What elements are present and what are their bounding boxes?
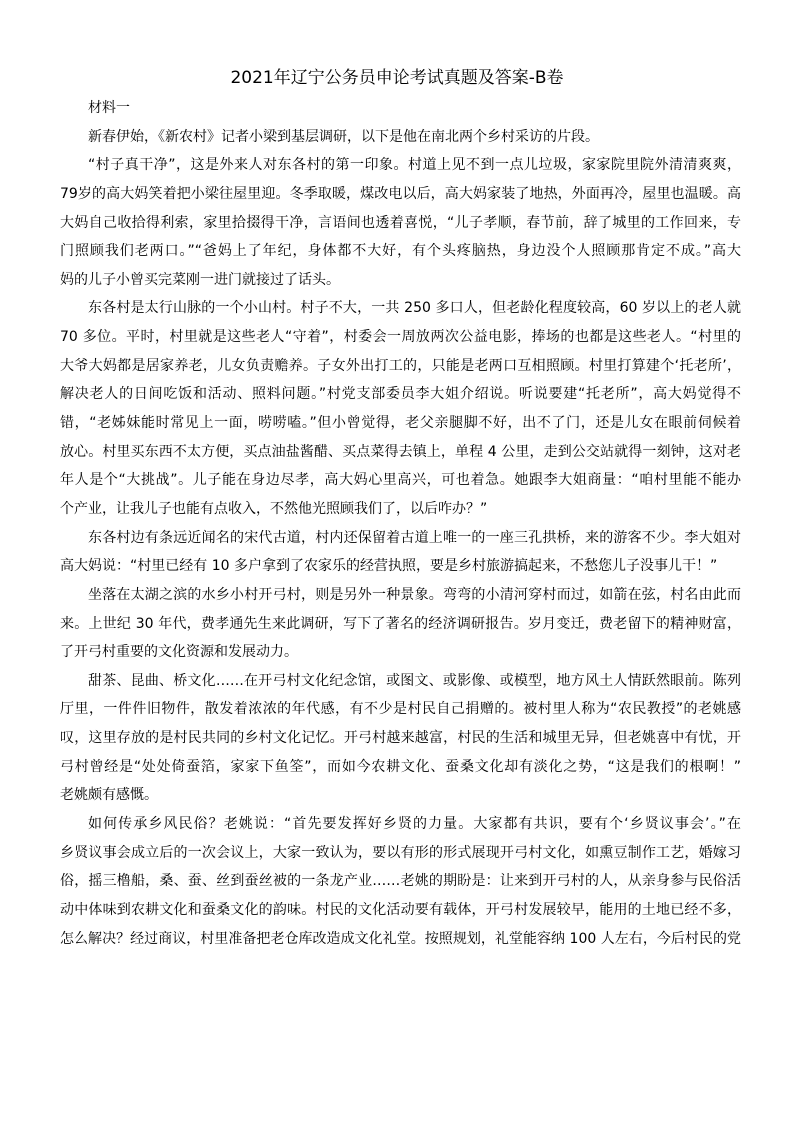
document-body — [60, 94, 741, 953]
text-line: 放心。村里买东西不太方便，买点油盐酱醋、买点菜得去镇上，单程 4 公里，走到公交站就得一刻钟，这对老 — [60, 443, 741, 460]
text-line: 大妈自己收拾得利索，家里拾掇得干净，言语间也透着喜悦，“儿子孝顺，春节前，辞了城里的工作回来，专 — [60, 214, 741, 231]
paragraph — [60, 581, 741, 667]
text-line: 来。上世纪 30 年代，费孝通先生来此调研，写下了著名的经济调研报告。岁月变迁，费老留下的精神财富， — [60, 615, 741, 632]
text-line: 厅里，一件件旧物件，散发着浓浓的年代感，有不少是村民自己捐赠的。被村里人称为“农民教授”的老姚感 — [60, 701, 741, 718]
text-line: 材料一 — [88, 100, 130, 116]
text-line: 甜茶、昆曲、桥文化……在开弓村文化纪念馆，或图文、或影像、或模型，地方风土人情跃然眼前。陈列 — [88, 672, 741, 689]
text-line: 如何传承乡风民俗？老姚说：“首先要发挥好乡贤的力量。大家都有共识，要有个‘乡贤议事会’。”在 — [88, 816, 741, 833]
text-line: 年人是个“大挑战”。儿子能在身边尽孝，高大妈心里高兴，可也着急。她跟李大姐商量：“咱村里能不能办 — [60, 472, 741, 489]
paragraph — [60, 667, 741, 810]
text-line: 弓村曾经是“处处倚蚕箔，家家下鱼筌”，而如今农耕文化、蚕桑文化却有淡化之势，“这是我们的根啊！” — [60, 758, 741, 775]
paragraph — [60, 810, 741, 953]
text-line: 坐落在太湖之滨的水乡小村开弓村，则是另外一种景象。弯弯的小清河穿村而过，如箭在弦，村名由此而 — [88, 586, 741, 603]
text-line: 老姚颇有感慨。 — [60, 787, 158, 804]
text-line: 乡贤议事会成立后的一次会议上，大家一致认为，要以有形的形式展现开弓村文化，如熏豆制作工艺，婚嫁习 — [60, 844, 741, 861]
text-line: 错，“老姊妹能时常见上一面，唠唠嗑。”但小曾觉得，老父亲腿脚不好，出不了门，还是儿女在眼前伺候着 — [60, 415, 741, 432]
text-line: 门照顾我们老两口。”“爸妈上了年纪，身体都不大好，有个头疼脑热，身边没个人照顾那肯定不成。”高大 — [60, 243, 741, 260]
paragraph — [60, 123, 741, 152]
document-title: 2021年辽宁公务员申论考试真题及答案-B卷 — [230, 68, 564, 88]
text-line: 东各村边有条远近闻名的宋代古道，村内还保留着古道上唯一的一座三孔拱桥，来的游客不少。李大姐对 — [88, 529, 741, 546]
text-line: 解决老人的日间吃饭和活动、照料问题。”村党支部委员李大姐介绍说。听说要建“托老所”，高大妈觉得不 — [60, 386, 741, 403]
text-line: 新春伊始，《新农村》记者小梁到基层调研，以下是他在南北两个乡村采访的片段。 — [88, 128, 599, 145]
paragraph — [60, 294, 741, 523]
text-line: 怎么解决？经过商议，村里准备把老仓库改造成文化礼堂。按照规划，礼堂能容纳 100 人左右，今后村民的党 — [60, 930, 741, 947]
text-line: 了开弓村重要的文化资源和发展动力。 — [60, 644, 298, 661]
text-line: 妈的儿子小曾买完菜刚一进门就接过了话头。 — [60, 271, 340, 288]
text-line: 大爷大妈都是居家养老，儿女负责赡养。子女外出打工的，只能是老两口互相照顾。村里打算建个‘托老所’， — [60, 357, 741, 374]
text-line: 个产业，让我儿子也能有点收入，不然他光照顾我们了，以后咋办？” — [60, 500, 488, 517]
text-line: 叹，这里存放的是村民共同的乡村文化记忆。开弓村越来越富，村民的生活和城里无异，但老姚喜中有忧，开 — [60, 730, 741, 747]
paragraph — [60, 151, 741, 294]
text-line: 东各村是太行山脉的一个小山村。村子不大，一共 250 多口人，但老龄化程度较高，60 岁以上的老人就 — [88, 300, 741, 317]
text-line: 俗，摇三橹船，桑、蚕、丝到蚕丝被的一条龙产业……老姚的期盼是：让来到开弓村的人，从亲身参与民俗活 — [60, 873, 741, 890]
text-line: 动中体味到农耕文化和蚕桑文化的韵味。村民的文化活动要有载体，开弓村发展较早，能用的土地已经不多， — [60, 901, 741, 918]
text-line: 70 多位。平时，村里就是这些老人“守着”，村委会一周放两次公益电影，捧场的也都是这些老人。“村里的 — [60, 329, 741, 346]
text-line: 高大妈说：“村里已经有 10 多户拿到了农家乐的经营执照，要是乡村旅游搞起来，不愁您儿子没事儿干！” — [60, 558, 718, 575]
section-heading — [60, 94, 741, 123]
text-line: 79岁的高大妈笑着把小梁往屋里迎。冬季取暖，煤改电以后，高大妈家装了地热，外面再冷，屋里也温暖。高 — [60, 185, 741, 202]
paragraph — [60, 524, 741, 581]
text-line: “村子真干净”，这是外来人对东各村的第一印象。村道上见不到一点儿垃圾，家家院里院外清清爽爽， — [88, 157, 741, 174]
